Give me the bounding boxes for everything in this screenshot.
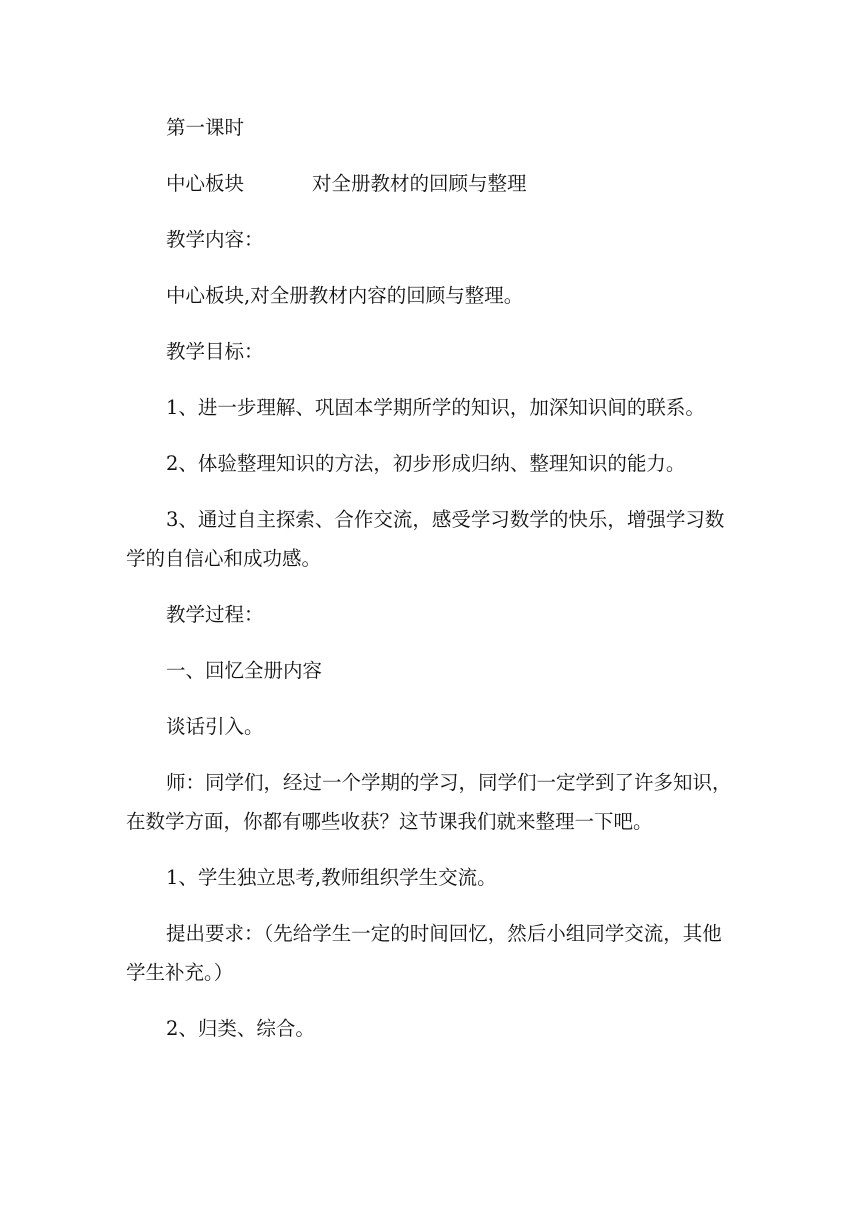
process-heading: 教学过程：	[166, 603, 264, 626]
lesson-title: 第一课时	[166, 116, 245, 139]
content-heading: 教学内容：	[166, 228, 264, 251]
intro-paragraph: 谈话引入。	[166, 715, 264, 738]
sub-step-2: 2、归类、综合。	[166, 1017, 315, 1040]
document-body	[126, 108, 736, 1065]
step-heading-1: 一、回忆全册内容	[166, 659, 323, 682]
section-line	[126, 164, 736, 203]
content-paragraph: 中心板块,对全册教材内容的回顾与整理。	[166, 284, 524, 307]
section-title: 对全册教材的回顾与整理	[312, 172, 527, 195]
goal-item-1: 1、进一步理解、巩固本学期所学的知识，加深知识间的联系。	[166, 396, 705, 419]
goal-item-2: 2、体验整理知识的方法，初步形成归纳、整理知识的能力。	[166, 452, 686, 475]
sub-step-1: 1、学生独立思考,教师组织学生交流。	[166, 866, 497, 889]
requirement-paragraph: 提出要求：（先给学生一定的时间回忆，然后小组同学交流，其他学生补充。）	[126, 922, 722, 984]
section-label: 中心板块	[166, 172, 245, 195]
goals-heading: 教学目标：	[166, 340, 264, 363]
goal-item-3: 3、通过自主探索、合作交流，感受学习数学的快乐，增强学习数学的自信心和成功感。	[126, 508, 725, 570]
teacher-paragraph: 师：同学们，经过一个学期的学习，同学们一定学到了许多知识，在数学方面，你都有哪些收获？这节课我们就来整理一下吧。	[126, 771, 732, 833]
